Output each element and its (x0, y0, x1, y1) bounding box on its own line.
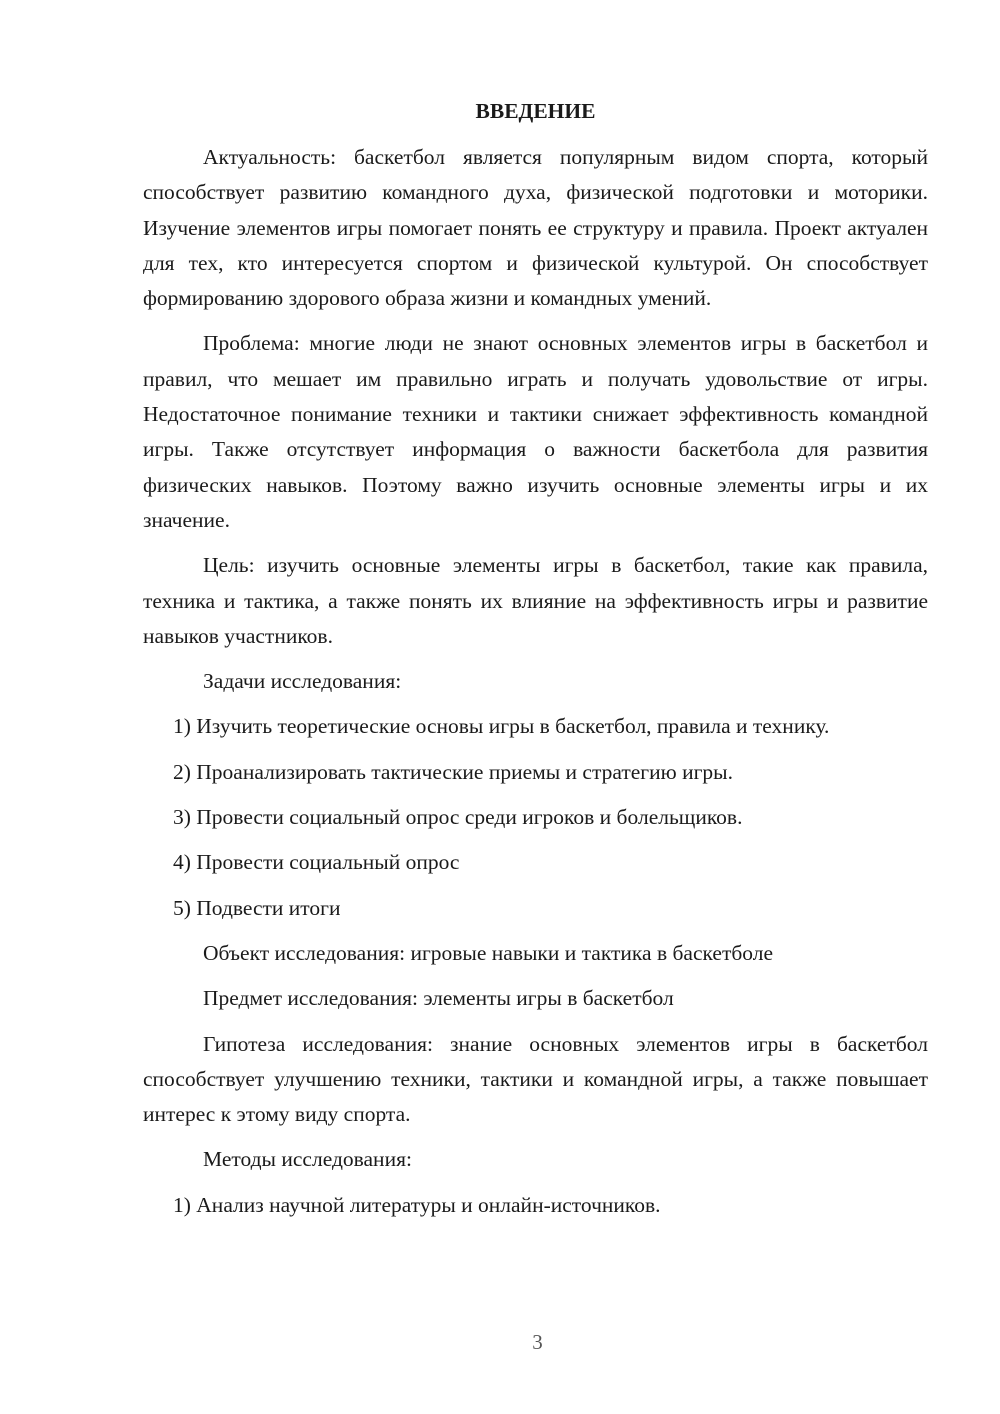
hypothesis-paragraph: Гипотеза исследования: знание основных элементов игры в баскетбол способствует улучшению техники, тактики и командной игры, а также повышает интерес к этому виду спорта. (143, 1031, 928, 1127)
methods-label: Методы исследования: (203, 1147, 412, 1172)
task-item: 4) Провести социальный опрос (173, 850, 460, 875)
task-item: 3) Провести социальный опрос среди игроков и болельщиков. (173, 805, 743, 830)
tasks-label: Задачи исследования: (203, 669, 402, 694)
goal-paragraph: Цель: изучить основные элементы игры в баскетбол, такие как правила, техника и тактика, а также понять их влияние на эффективность игры и развитие навыков участников. (143, 553, 928, 648)
subject-line: Предмет исследования: элементы игры в баскетбол (203, 986, 674, 1011)
method-item: 1) Анализ научной литературы и онлайн-источников. (173, 1192, 661, 1217)
text-column (143, 96, 928, 1233)
relevance-paragraph: Актуальность: баскетбол является популярным видом спорта, который способствует развитию командного духа, физической подготовки и моторики. Изучение элементов игры помогает понять ее структуру и правила. Проект актуален для тех, кто интересуется спортом и физической культурой. Он способствует формированию здорового образа жизни и командных умений. (143, 145, 928, 311)
object-line: Объект исследования: игровые навыки и тактика в баскетболе (203, 940, 774, 965)
page-number: 3 (532, 1330, 543, 1354)
task-item: 2) Проанализировать тактические приемы и стратегию игры. (173, 759, 733, 784)
section-heading: ВВЕДЕНИЕ (475, 99, 596, 123)
task-item: 5) Подвести итоги (173, 895, 341, 920)
problem-paragraph: Проблема: многие люди не знают основных элементов игры в баскетбол и правил, что мешает им правильно играть и получать удовольствие от игры. Недостаточное понимание техники и тактики снижает эффективность командной игры. Также отсутствует информация о важности баскетбола для развития физических навыков. Поэтому важно изучить основные элементы игры и их значение. (143, 331, 928, 532)
task-item: 1) Изучить теоретические основы игры в баскетбол, правила и технику. (173, 714, 830, 739)
